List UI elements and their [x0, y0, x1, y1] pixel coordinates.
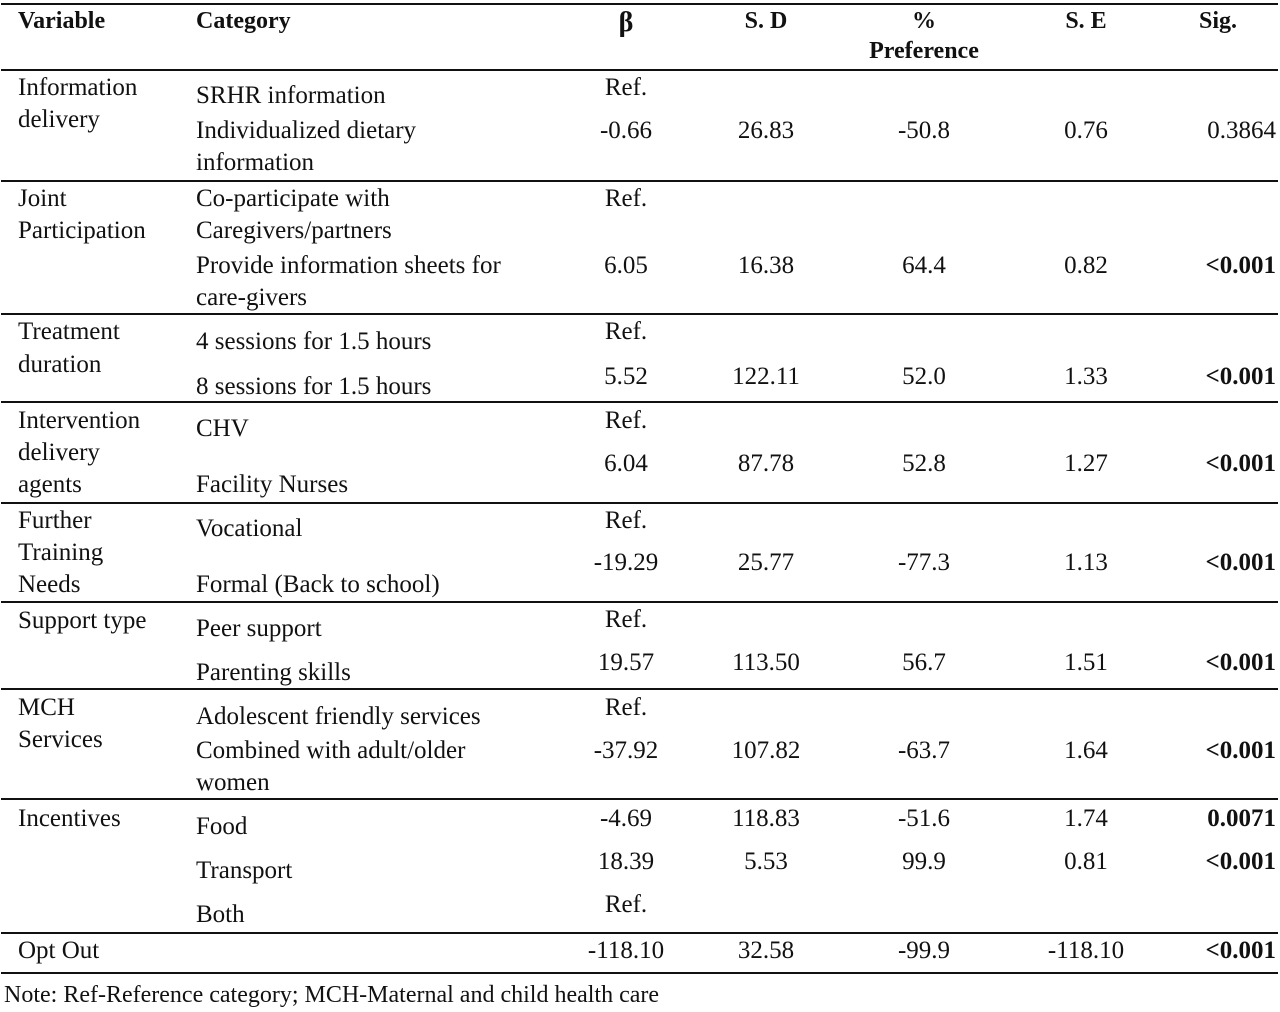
category-label: Transport [196, 857, 293, 884]
header-rule [1, 69, 1278, 71]
variable-label: Services [18, 726, 103, 753]
se-value: 1.74 [1064, 805, 1108, 832]
beta-value: -37.92 [593, 737, 659, 764]
preference-value: -50.8 [897, 117, 951, 144]
sig-value: <0.001 [1205, 737, 1276, 764]
row-divider [1, 313, 1278, 315]
reference-marker: Ref. [604, 507, 648, 534]
header-sig: Sig. [1198, 8, 1237, 34]
sig-value: <0.001 [1205, 252, 1276, 279]
sig-value: <0.001 [1205, 363, 1276, 390]
variable-label: Joint [18, 185, 67, 212]
sig-value: <0.001 [1205, 649, 1276, 676]
beta-value: 6.04 [604, 450, 648, 477]
preference-value: -51.6 [897, 805, 951, 832]
se-value: -118.10 [1047, 937, 1125, 964]
category-label: Combined with adult/older [196, 737, 466, 764]
variable-label: delivery [18, 106, 100, 133]
variable-label: MCH [18, 694, 75, 721]
reference-marker: Ref. [604, 606, 648, 633]
reference-marker: Ref. [604, 318, 648, 345]
category-label: Vocational [196, 515, 303, 542]
sig-value: 0.3864 [1207, 117, 1276, 144]
row-divider [1, 502, 1278, 504]
sd-value: 25.77 [737, 549, 795, 576]
se-value: 1.33 [1064, 363, 1108, 390]
category-label: Formal (Back to school) [196, 571, 440, 598]
variable-label: Incentives [18, 805, 121, 832]
header-preference-percent: % [912, 8, 936, 34]
category-label: CHV [196, 415, 249, 442]
variable-label: Information [18, 74, 138, 101]
category-label: Caregivers/partners [196, 217, 392, 244]
sd-value: 16.38 [737, 252, 795, 279]
table-note: Note: Ref-Reference category; MCH-Maternal and child health care [4, 982, 660, 1008]
se-value: 1.13 [1064, 549, 1108, 576]
se-value: 0.81 [1064, 848, 1108, 875]
reference-marker: Ref. [604, 74, 648, 101]
category-label: Co-participate with [196, 185, 390, 212]
sd-value: 118.83 [732, 805, 800, 832]
se-value: 1.64 [1064, 737, 1108, 764]
category-label: information [196, 149, 315, 176]
variable-label: Opt Out [18, 937, 100, 964]
row-divider [1, 932, 1278, 934]
category-label: Parenting skills [196, 659, 351, 686]
beta-value: 6.05 [604, 252, 648, 279]
sd-value: 32.58 [737, 937, 795, 964]
preference-value: 52.0 [902, 363, 946, 390]
category-label: women [196, 769, 270, 796]
variable-label: Treatment [18, 318, 120, 345]
category-label: Both [196, 901, 245, 928]
header-preference-label: Preference [869, 38, 979, 64]
header-se: S. E [1065, 8, 1107, 34]
sig-value: 0.0071 [1207, 805, 1276, 832]
preference-value: -77.3 [897, 549, 951, 576]
variable-label: Intervention [18, 407, 141, 434]
variable-label: duration [18, 351, 102, 378]
preference-value: 56.7 [902, 649, 946, 676]
reference-marker: Ref. [604, 891, 648, 918]
header-sd: S. D [744, 8, 788, 34]
row-divider [1, 401, 1278, 403]
variable-label: Further [18, 507, 92, 534]
sig-value: <0.001 [1205, 848, 1276, 875]
category-label: 8 sessions for 1.5 hours [196, 373, 432, 400]
category-label: 4 sessions for 1.5 hours [196, 328, 432, 355]
variable-label: Training [18, 539, 104, 566]
beta-value: -118.10 [587, 937, 665, 964]
table-bottom-rule [1, 972, 1278, 974]
row-divider [1, 798, 1278, 800]
category-label: Adolescent friendly services [196, 703, 481, 730]
reference-marker: Ref. [604, 185, 648, 212]
header-category: Category [196, 8, 291, 34]
row-divider [1, 180, 1278, 182]
preference-value: 52.8 [902, 450, 946, 477]
sig-value: <0.001 [1205, 549, 1276, 576]
reference-marker: Ref. [604, 407, 648, 434]
category-label: Peer support [196, 615, 322, 642]
category-label: Individualized dietary [196, 117, 417, 144]
se-value: 0.82 [1064, 252, 1108, 279]
category-label: Provide information sheets for [196, 252, 501, 279]
variable-label: delivery [18, 439, 100, 466]
variable-label: Support type [18, 607, 147, 634]
sig-value: <0.001 [1205, 937, 1276, 964]
variable-label: Needs [18, 571, 81, 598]
category-label: Facility Nurses [196, 471, 349, 498]
variable-label: agents [18, 471, 82, 498]
category-label: Food [196, 813, 248, 840]
sd-value: 26.83 [737, 117, 795, 144]
beta-value: -0.66 [599, 117, 653, 144]
beta-value: 5.52 [604, 363, 648, 390]
row-divider [1, 688, 1278, 690]
se-value: 1.27 [1064, 450, 1108, 477]
sd-value: 5.53 [744, 848, 788, 875]
sd-value: 122.11 [732, 363, 800, 390]
beta-value: -19.29 [593, 549, 659, 576]
variable-label: Participation [18, 217, 146, 244]
row-divider [1, 601, 1278, 603]
sd-value: 87.78 [737, 450, 795, 477]
sd-value: 113.50 [732, 649, 800, 676]
beta-value: 19.57 [597, 649, 655, 676]
sd-value: 107.82 [731, 737, 801, 764]
category-label: care-givers [196, 284, 308, 311]
sig-value: <0.001 [1205, 450, 1276, 477]
category-label: SRHR information [196, 82, 386, 109]
table-top-rule [1, 3, 1278, 5]
preference-value: 64.4 [902, 252, 946, 279]
beta-value: 18.39 [597, 848, 655, 875]
header-variable: Variable [18, 8, 106, 34]
se-value: 0.76 [1064, 117, 1108, 144]
reference-marker: Ref. [604, 694, 648, 721]
header-beta: β [618, 7, 634, 38]
preference-value: 99.9 [902, 848, 946, 875]
preference-value: -63.7 [897, 737, 951, 764]
se-value: 1.51 [1064, 649, 1108, 676]
beta-value: -4.69 [599, 805, 653, 832]
preference-value: -99.9 [897, 937, 951, 964]
